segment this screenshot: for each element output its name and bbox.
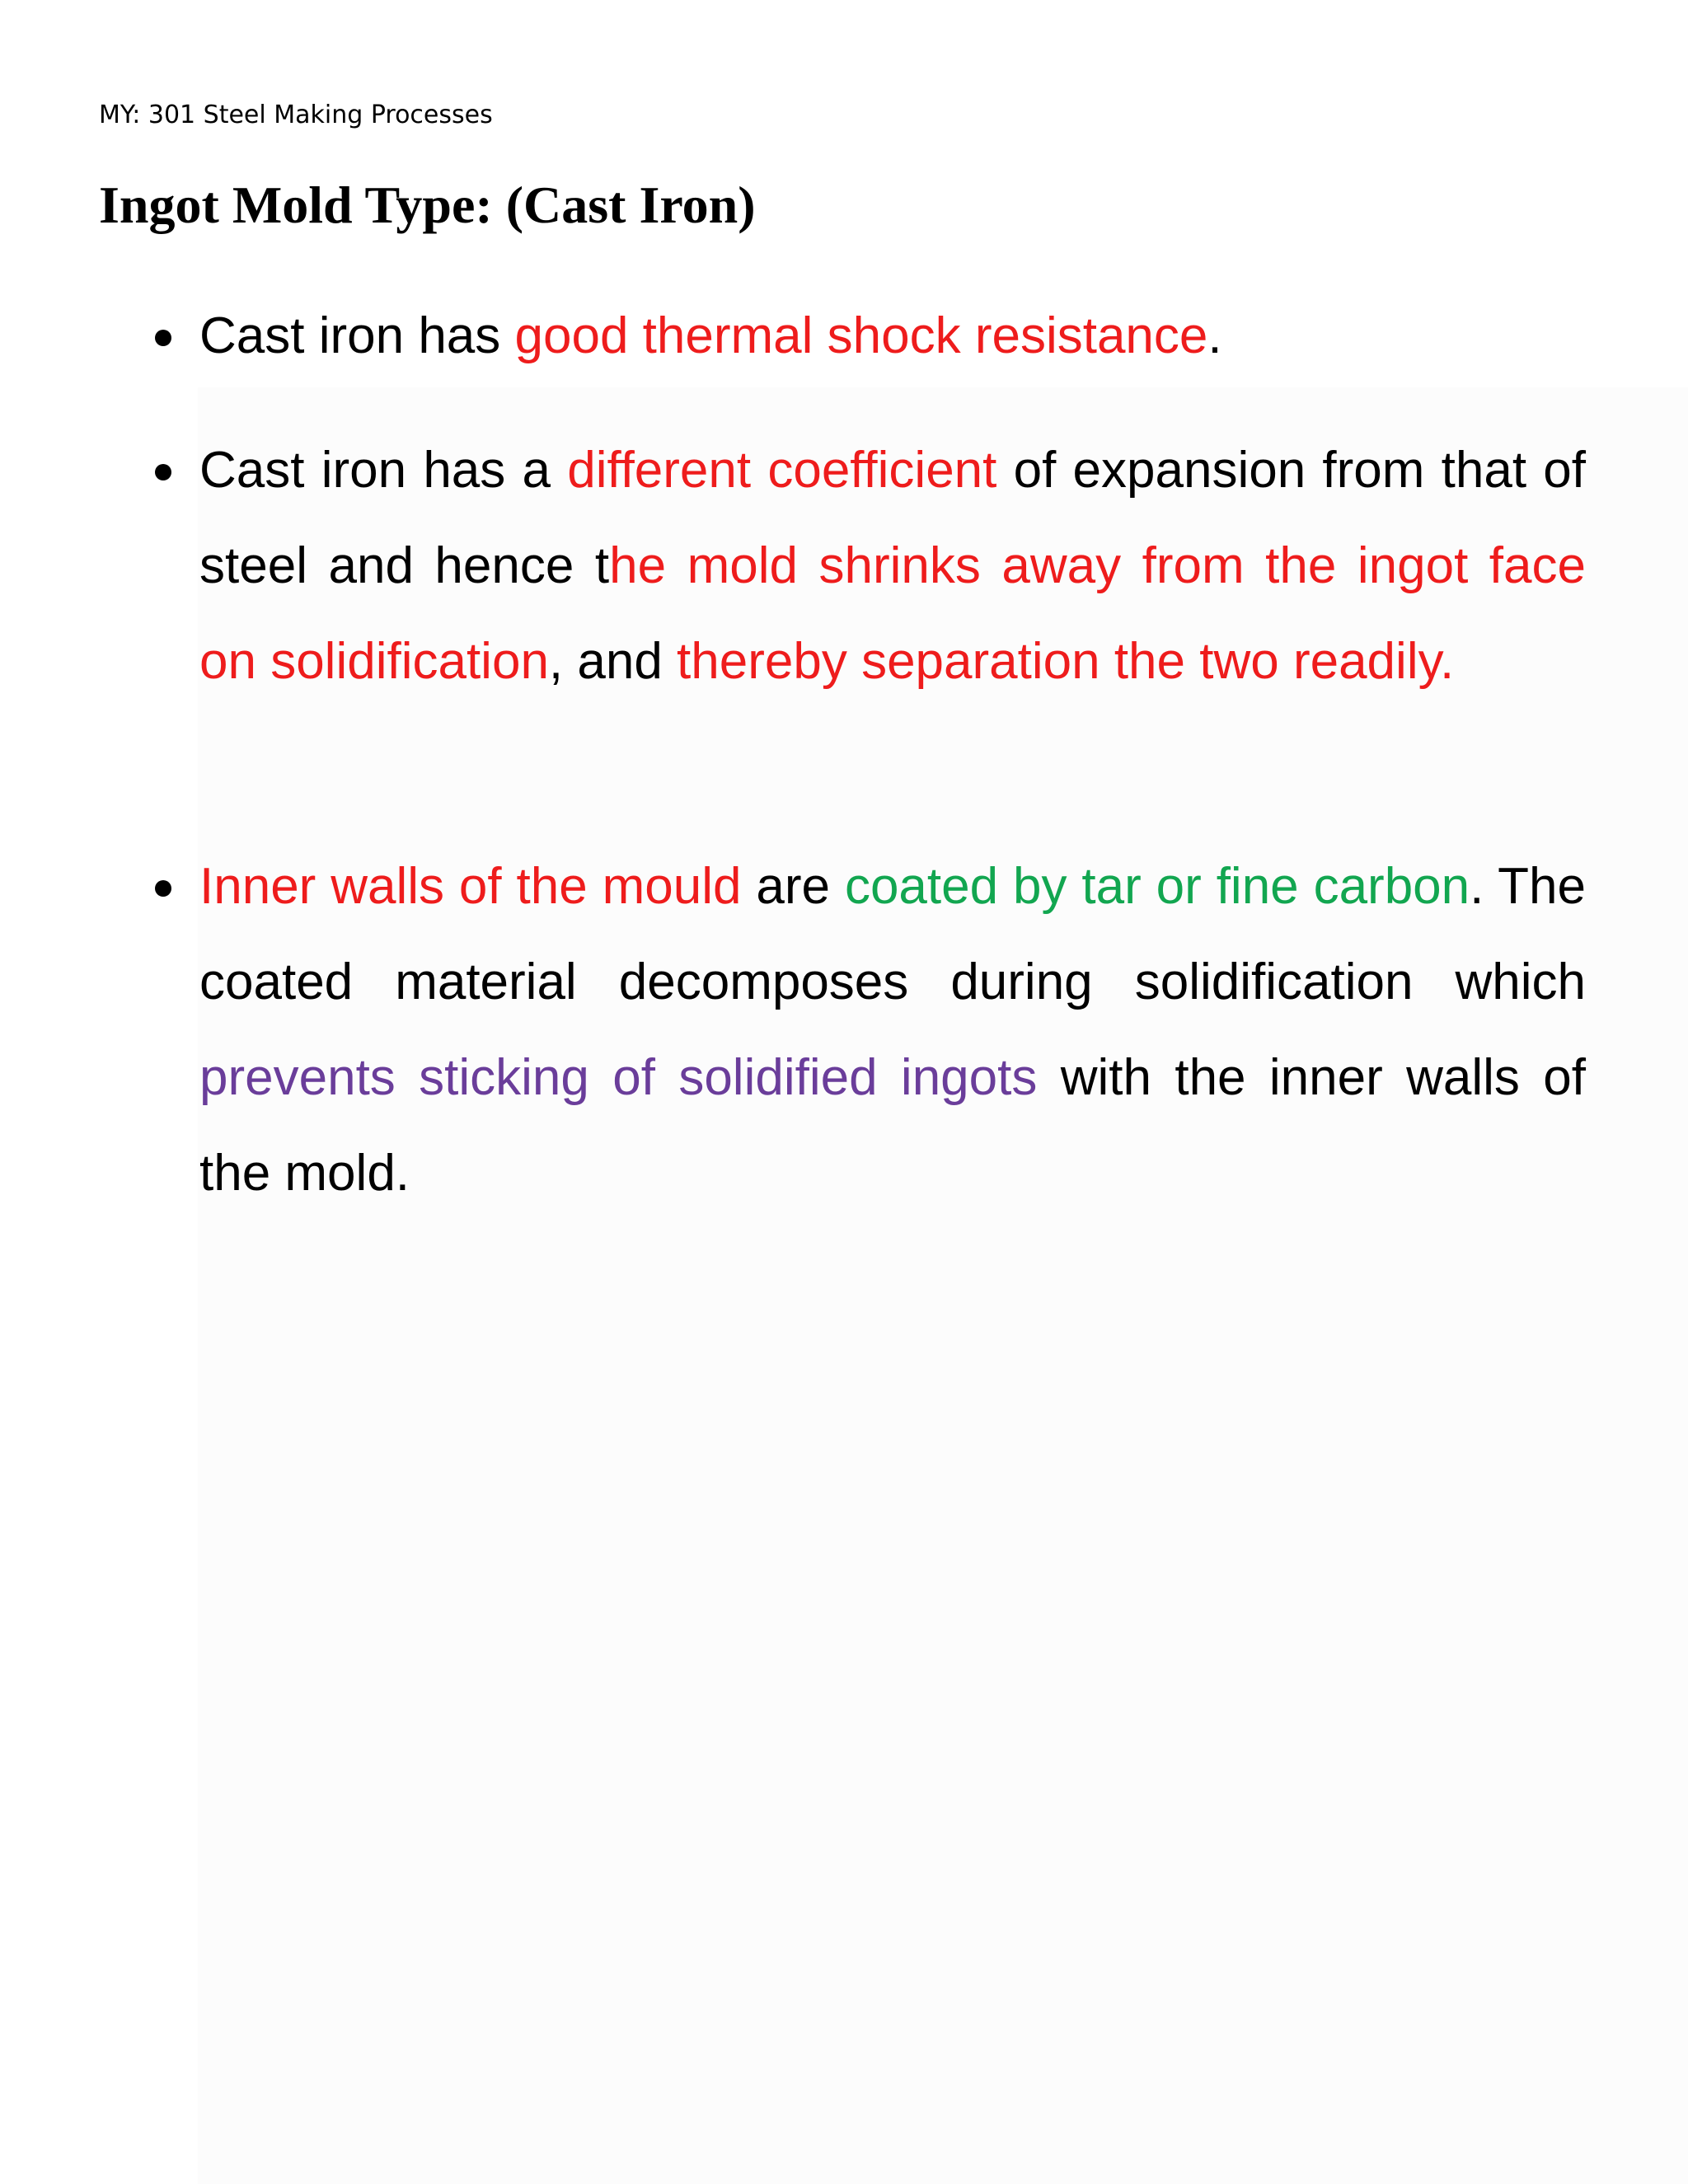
bullet-text: Cast iron has a xyxy=(199,442,568,499)
highlighted-text: different coefficient xyxy=(567,442,997,499)
highlighted-text: prevents sticking of solidified ingots xyxy=(199,1049,1038,1106)
highlighted-text: he mold shrinks away from the ingot face on solidification xyxy=(199,537,1586,690)
bullet-text: Cast iron has xyxy=(199,307,515,364)
bullet-text: . xyxy=(1207,307,1222,364)
bullet-dot-icon xyxy=(155,464,171,480)
bullet-item xyxy=(199,423,1586,710)
bullet-dot-icon xyxy=(155,880,171,897)
bullet-text: with the inner walls of the mold. xyxy=(199,1049,1586,1202)
page-title: Ingot Mold Type: (Cast Iron) xyxy=(99,176,756,234)
highlighted-text: Inner walls of the mould xyxy=(199,858,742,915)
highlighted-text: good thermal shock resistance xyxy=(514,307,1208,364)
course-header: MY: 301 Steel Making Processes xyxy=(99,101,493,129)
bullet-text: are xyxy=(741,858,845,915)
bullet-text: , and xyxy=(548,633,678,690)
bullet-text: of expansion from that of steel and hence t xyxy=(199,442,1587,594)
bullet-dot-icon xyxy=(155,330,171,346)
bullet-item xyxy=(199,288,1586,384)
highlighted-text: thereby separation the two readily. xyxy=(677,633,1455,690)
bullet-text: . The coated material decomposes during solidification which xyxy=(199,858,1587,1010)
bullet-item xyxy=(199,839,1586,1221)
highlighted-text: coated by tar or fine carbon xyxy=(844,858,1470,915)
